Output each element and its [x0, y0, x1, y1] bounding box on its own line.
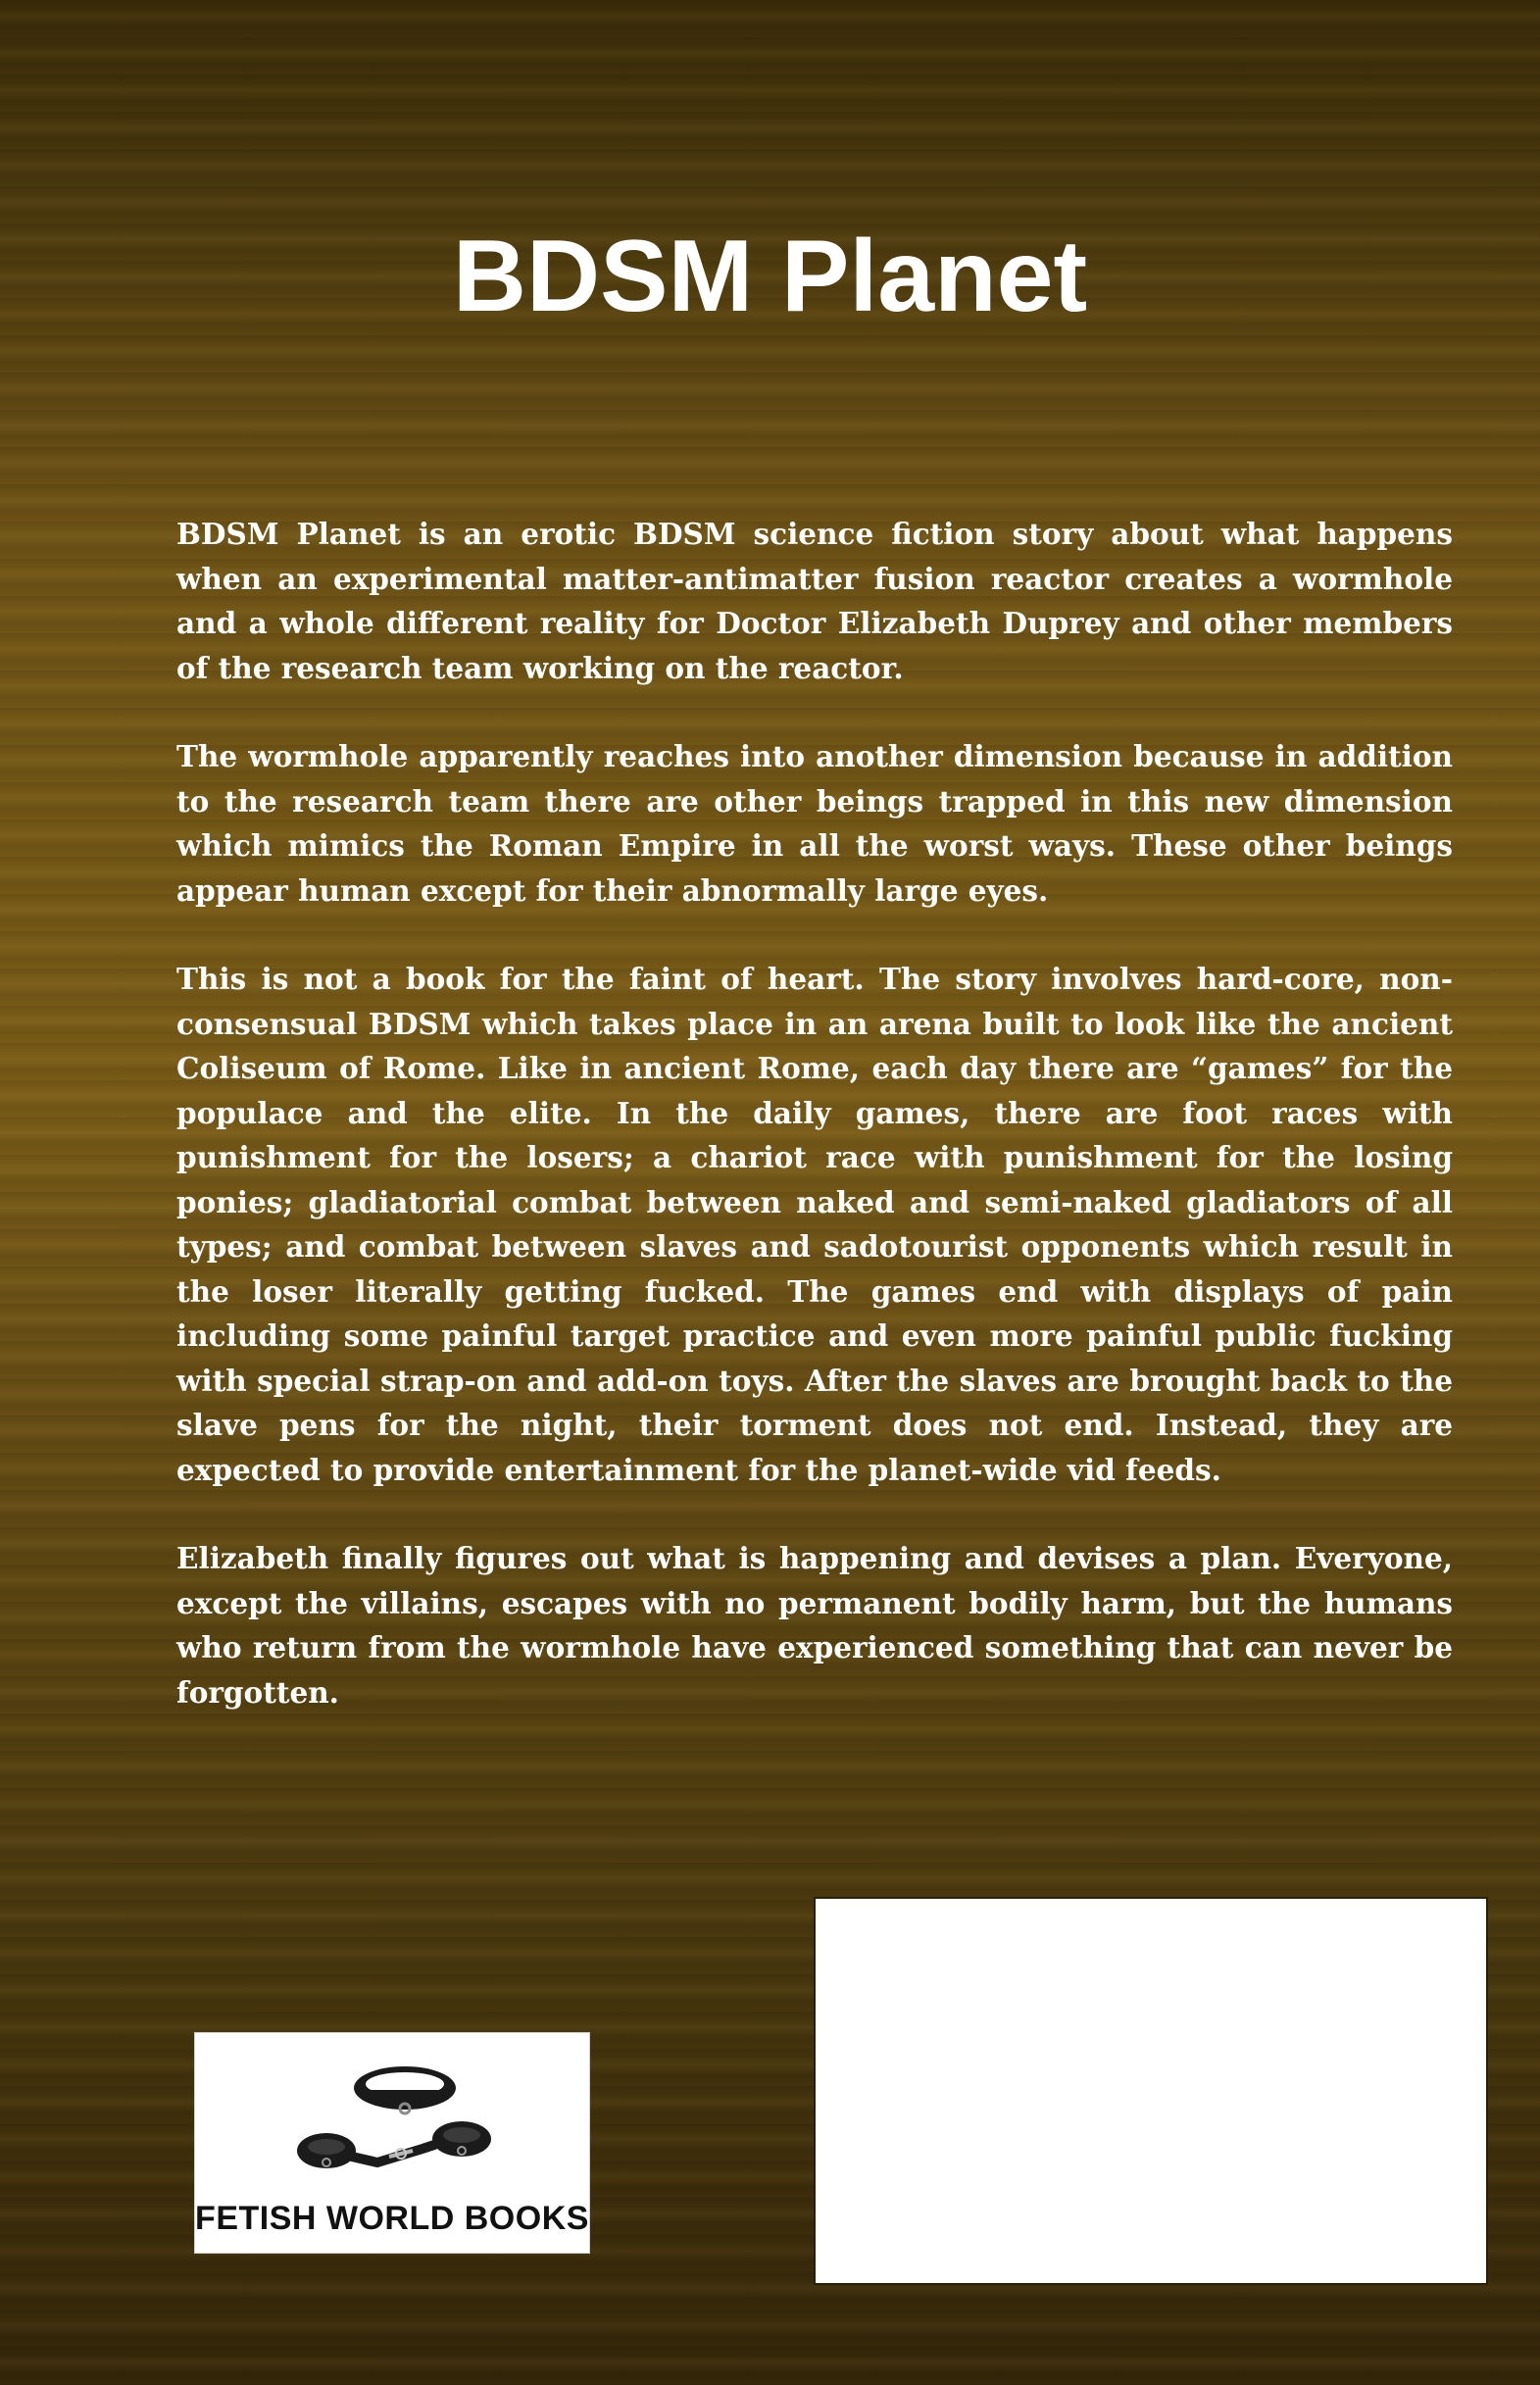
blurb-paragraph: The wormhole apparently reaches into another dimension because in addition to the research team there are other beings trapped in this new dimension which mimics the Roman Empire in all the worst ways. These other beings appear human except for their abnormally large eyes.	[176, 739, 1453, 908]
book-blurb	[176, 512, 1453, 1759]
book-title: BDSM Planet	[452, 220, 1088, 333]
blurb-paragraph: Elizabeth finally figures out what is happening and devises a plan. Everyone, except the villains, escapes with no permanent bodily harm, but the humans who return from the wormhole have experienced something that can never be forgotten.	[176, 1541, 1453, 1710]
publisher-logo	[194, 2032, 590, 2254]
blurb-paragraph: BDSM Planet is an erotic BDSM science fiction story about what happens when an experimental matter-antimatter fusion reactor creates a wormhole and a whole different reality for Doctor Elizabeth Duprey and other members of the research team working on the reactor.	[176, 517, 1453, 685]
publisher-name: FETISH WORLD BOOKS	[195, 2200, 589, 2237]
blurb-paragraph: This is not a book for the faint of heart. The story involves hard-core, non-consensual BDSM which takes place in an arena built to look like the ancient Coliseum of Rome. Like in ancient Rome, each day there are “games” for the populace and the elite. In the daily games, there are foot races with punishment for the losers; a chariot race with punishment for the losing ponies; gladiatorial combat between naked and semi-naked gladiators of all types; and combat between slaves and sadotourist opponents which result in the loser literally getting fucked. The games end with displays of pain including some painful target practice and even more painful public fucking with special strap-on and add-on toys. After the slaves are brought back to the slave pens for the night, their torment does not end. Instead, they are expected to provide entertainment for the planet-wide vid feeds.	[176, 962, 1453, 1487]
barcode-placeholder	[814, 1897, 1488, 2285]
restraint-cuffs-icon	[275, 2055, 511, 2192]
